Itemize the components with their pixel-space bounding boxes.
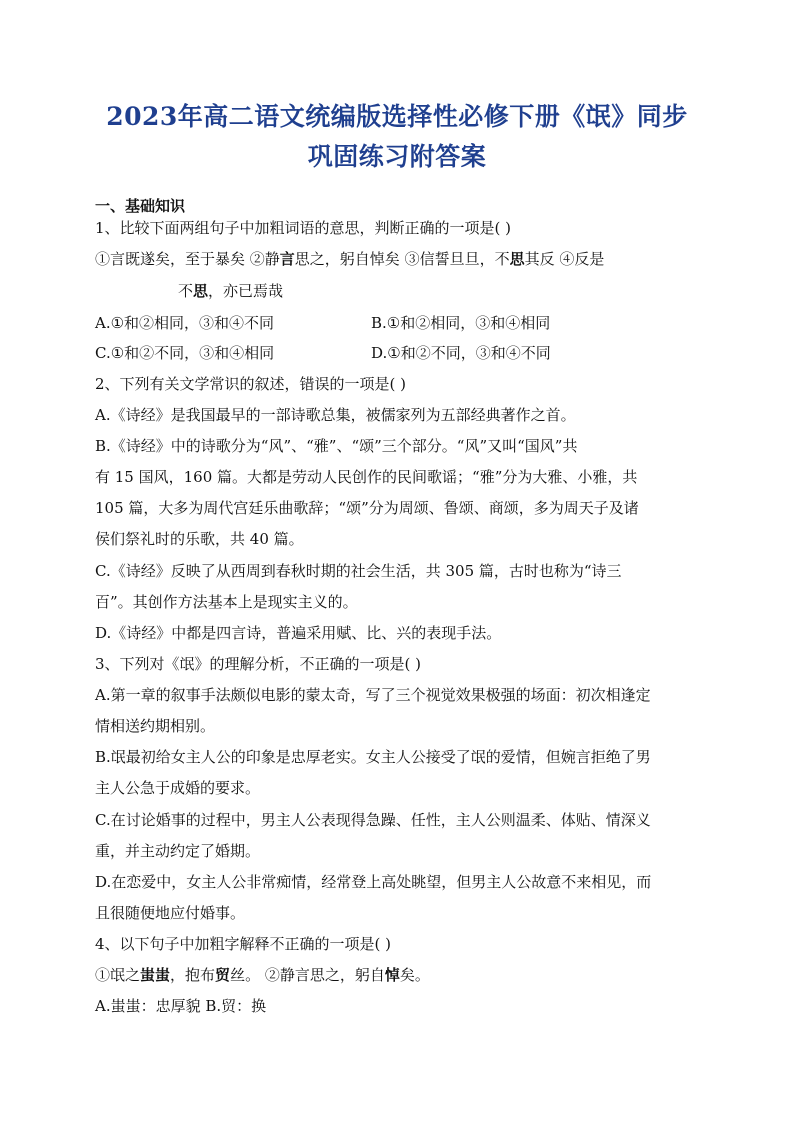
question-3-option-a-line1: A.第一章的叙事手法颇似电影的蒙太奇，写了三个视觉效果极强的场面：初次相逢定 — [95, 686, 651, 704]
question-2-option-b-line1: B.《诗经》中的诗歌分为“风”、“雅”、“颂”三个部分。“风”又叫“国风”共 — [95, 437, 578, 455]
question-4-sentences: ①氓之蚩蚩，抱布贸丝。 ②静言思之，躬自悼矣。 — [95, 966, 430, 984]
question-2-option-d: D.《诗经》中都是四言诗，普遍采用赋、比、兴的表现手法。 — [95, 624, 502, 642]
page-title-line2: 巩固练习附答案 — [307, 142, 487, 171]
question-2-option-b-line3: 105 篇，大多为周代宫廷乐曲歌辞；“颂”分为周颂、鲁颂、商颂，多为周天子及诸 — [95, 499, 639, 517]
question-2-option-c-line2: 百”。其创作方法基本上是现实主义的。 — [95, 593, 358, 611]
question-3-option-c-line1: C.在讨论婚事的过程中，男主人公表现得急躁、任性，主人公则温柔、体贴、情深义 — [95, 811, 651, 829]
question-1-option-d: D.①和②不同，③和④不同 — [371, 344, 551, 362]
question-1-option-a: A.①和②相同，③和④不同 — [95, 314, 275, 332]
question-3-option-c-line2: 重，并主动约定了婚期。 — [95, 842, 261, 860]
question-2-option-c-line1: C.《诗经》反映了从西周到春秋时期的社会生活，共 305 篇，古时也称为“诗三 — [95, 562, 622, 580]
question-3-stem: 3、下列对《氓》的理解分析，不正确的一项是( ) — [95, 655, 422, 673]
question-2-option-a: A.《诗经》是我国最早的一部诗歌总集，被儒家列为五部经典著作之首。 — [95, 406, 576, 424]
question-1-sentences-cont: 不思，亦已焉哉 — [178, 282, 284, 300]
question-2-option-b-line4: 侯们祭礼时的乐歌，共 40 篇。 — [95, 530, 304, 548]
question-1-stem: 1、比较下面两组句子中加粗词语的意思，判断正确的一项是( ) — [95, 219, 512, 237]
question-1-sentences: ①言既遂矣，至于暴矣 ②静言思之，躬自悼矣 ③信誓旦旦，不思其反 ④反是 — [95, 250, 605, 268]
section-heading: 一、基础知识 — [95, 197, 186, 215]
question-3-option-b-line2: 主人公急于成婚的要求。 — [95, 779, 261, 797]
question-3-option-a-line2: 情相送约期相别。 — [95, 717, 216, 735]
question-3-option-d-line2: 且很随便地应付婚事。 — [95, 904, 246, 922]
question-4-stem: 4、以下句子中加粗字解释不正确的一项是( ) — [95, 935, 392, 953]
question-1-option-b: B.①和②相同，③和④相同 — [371, 314, 551, 332]
page-title: 2023年高二语文统编版选择性必修下册《氓》同步 — [106, 102, 688, 131]
question-3-option-b-line1: B.氓最初给女主人公的印象是忠厚老实。女主人公接受了氓的爱情，但婉言拒绝了男 — [95, 748, 651, 766]
question-1-option-c: C.①和②不同，③和④相同 — [95, 344, 275, 362]
question-4-options: A.蚩蚩：忠厚貌 B.贸：换 — [95, 997, 267, 1015]
question-2-option-b-line2: 有 15 国风，160 篇。大都是劳动人民创作的民间歌谣；“雅”分为大雅、小雅，共 — [95, 468, 638, 486]
question-2-stem: 2、下列有关文学常识的叙述，错误的一项是( ) — [95, 375, 407, 393]
question-3-option-d-line1: D.在恋爱中，女主人公非常痴情，经常登上高处眺望，但男主人公故意不来相见，而 — [95, 873, 652, 891]
